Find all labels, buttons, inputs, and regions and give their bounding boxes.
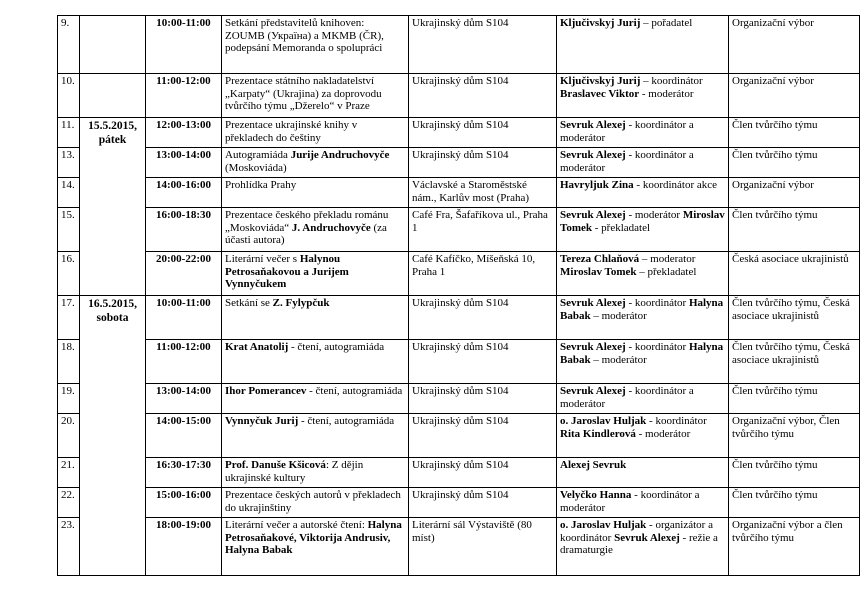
row-number: 14. [58,178,80,208]
event-cell [222,148,409,178]
event-cell [222,518,409,576]
text-run: – moderátor [590,309,647,322]
organizer-cell: Organizační výbor, Člen tvůrčího týmu [729,414,860,458]
text-run: (za účasti autora) [225,221,387,247]
bold-text: Velyčko Hanna [560,489,632,501]
organizer-cell: Člen tvůrčího týmu [729,148,860,178]
row-number: 11. [58,118,80,148]
table-row [58,178,860,208]
text-run: - koordinátor a moderátor [560,385,694,410]
text-run: - koordinátor akce [633,179,718,191]
row-number: 15. [58,208,80,252]
text-run: – překladatel [636,265,697,278]
bold-text: Jurije Andruchovyče [290,149,390,161]
organizer-cell: Člen tvůrčího týmu [729,458,860,488]
text-run: Setkání představitelů knihoven: ZOUMB (Україна) a MKMB (ČR), podepsání Memoranda o spolupráci [225,17,384,55]
bold-text: Ključivskyj Jurij [560,75,641,87]
time-cell: 16:30-17:30 [146,458,222,488]
time-cell: 11:00-12:00 [146,74,222,118]
table-row [58,148,860,178]
place-cell: Ukrajinský dům S104 [409,16,557,74]
event-cell [222,118,409,148]
place-cell: Ukrajinský dům S104 [409,384,557,414]
organizer-cell: Organizační výbor [729,178,860,208]
text-run: sobota [96,312,129,324]
organizer-cell: Člen tvůrčího týmu [729,208,860,252]
text-run: - režie a dramaturgie [560,531,718,557]
text-run: (Moskoviáda) [225,161,287,174]
bold-text: Halyna Babak [560,341,724,366]
bold-text: o. Jaroslav Huljak [560,415,647,427]
place-cell: Ukrajinský dům S104 [409,148,557,178]
row-number: 19. [58,384,80,414]
people-cell [557,148,729,178]
text-run: Prezentace státního nakladatelství „Karpaty“ (Ukrajina) za doprovodu tvůrčího týmu „Džerelo“ v Praze [225,75,382,113]
bold-text: Halynou Petrosaňakovou a Jurijem Vynnyčukem [225,253,349,291]
place-cell: Literární sál Výstaviště (80 míst) [409,518,557,576]
bold-text: Z. Fylypčuk [272,297,330,309]
bold-text: Miroslav Tomek [560,209,725,234]
table-row [58,296,860,340]
text-run: – koordinátor [640,75,703,87]
event-cell [222,296,409,340]
organizer-cell: Člen tvůrčího týmu [729,384,860,414]
text-run: Prohlídka Prahy [225,179,297,191]
organizer-cell: Člen tvůrčího týmu, Česká asociace ukrajinistů [729,340,860,384]
bold-text: Miroslav Tomek [560,265,637,278]
organizer-cell: Organizační výbor [729,16,860,74]
text-run: - moderátor [635,427,691,440]
people-cell [557,118,729,148]
text-run: - překladatel [592,221,651,234]
text-run: Prezentace ukrajinské knihy v překladech do češtiny [225,119,358,144]
text-run: pátek [98,134,127,146]
table-row [58,74,860,118]
bold-text: Prof. Danuše Kšicová [225,459,326,471]
place-cell: Ukrajinský dům S104 [409,340,557,384]
time-cell: 15:00-16:00 [146,488,222,518]
text-run: 16.5.2015, [88,298,137,310]
place-cell: Ukrajinský dům S104 [409,118,557,148]
table-row [58,384,860,414]
bold-text: Alexej Sevruk [560,459,627,471]
bold-text: Sevruk Alexej [560,149,626,161]
table-row [58,458,860,488]
text-run: Prezentace českého překladu románu „Moskoviáda“ [225,209,389,234]
place-cell: Café Kafíčko, Míšeňská 10, Praha 1 [409,252,557,296]
text-run: - koordinátor [625,341,689,353]
event-cell [222,208,409,252]
place-cell: Ukrajinský dům S104 [409,458,557,488]
text-run: - koordinátor a moderátor [560,489,700,514]
text-run: - koordinátor [646,415,707,427]
bold-text: Halyna Petrosaňakové, Viktorija Andrusiv, Halyna Babak [225,519,402,557]
people-cell [557,74,729,118]
people-cell [557,16,729,74]
table-row [58,16,860,74]
text-run: - koordinátor a moderátor [560,119,694,144]
time-cell: 14:00-16:00 [146,178,222,208]
event-cell [222,252,409,296]
time-cell: 10:00-11:00 [146,16,222,74]
time-cell: 13:00-14:00 [146,384,222,414]
bold-text: Havryljuk Zina [560,179,634,191]
text-run: – moderator [639,253,696,265]
people-cell [557,384,729,414]
bold-text: J. Andruchovyče [291,221,371,234]
bold-text: Vynnyčuk Jurij [225,415,299,427]
day-cell [80,296,146,576]
table-row [58,518,860,576]
bold-text: Tereza Chlaňová [560,253,640,265]
organizer-cell: Česká asociace ukrajinistů [729,252,860,296]
place-cell: Ukrajinský dům S104 [409,74,557,118]
time-cell: 14:00-15:00 [146,414,222,458]
text-run: - koordinátor [625,297,689,309]
text-run: - organizátor a koordinátor [560,519,713,544]
row-number: 22. [58,488,80,518]
event-cell [222,16,409,74]
row-number: 23. [58,518,80,576]
text-run: : Z dějin ukrajinské kultury [225,459,364,484]
time-cell: 16:00-18:30 [146,208,222,252]
people-cell [557,340,729,384]
bold-text: Sevruk Alexej [560,341,626,353]
table-row [58,118,860,148]
organizer-cell: Organizační výbor [729,74,860,118]
table-row [58,488,860,518]
text-run: - koordinátor a moderátor [560,149,694,174]
schedule-table [57,15,860,576]
row-number: 17. [58,296,80,340]
organizer-cell: Organizační výbor a člen tvůrčího týmu [729,518,860,576]
event-cell [222,74,409,118]
text-run: 15.5.2015, [88,120,137,132]
bold-text: Sevruk Alexej [614,531,680,544]
people-cell [557,178,729,208]
text-run: – moderátor [590,353,647,366]
time-cell: 10:00-11:00 [146,296,222,340]
bold-text: Rita Kindlerová [560,427,636,440]
text-run: Literární večer a autorské čtení: [225,519,368,531]
people-cell [557,296,729,340]
place-cell: Václavské a Staroměstské nám., Karlův most (Praha) [409,178,557,208]
people-cell [557,252,729,296]
table-row [58,252,860,296]
text-run: - čtení, autogramiáda [306,385,403,397]
text-run: - čtení, autogramiáda [298,415,395,427]
row-number: 13. [58,148,80,178]
event-cell [222,178,409,208]
place-cell: Ukrajinský dům S104 [409,414,557,458]
row-number: 20. [58,414,80,458]
table-row [58,208,860,252]
row-number: 10. [58,74,80,118]
people-cell [557,518,729,576]
event-cell [222,458,409,488]
bold-text: Halyna Babak [560,297,724,322]
bold-text: Braslavec Viktor [560,87,640,100]
organizer-cell: Člen tvůrčího týmu, Česká asociace ukrajinistů [729,296,860,340]
place-cell: Ukrajinský dům S104 [409,488,557,518]
people-cell [557,488,729,518]
bold-text: Sevruk Alexej [560,385,626,397]
text-run: Literární večer s [225,253,300,265]
day-cell-empty [80,74,146,118]
time-cell: 11:00-12:00 [146,340,222,384]
bold-text: Sevruk Alexej [560,209,626,221]
bold-text: Sevruk Alexej [560,297,626,309]
event-cell [222,488,409,518]
text-run: Autogramiáda [225,149,291,161]
people-cell [557,458,729,488]
place-cell: Café Fra, Šafaříkova ul., Praha 1 [409,208,557,252]
bold-text: Ihor Pomerancev [225,385,307,397]
day-cell-empty [80,16,146,74]
row-number: 9. [58,16,80,74]
people-cell [557,414,729,458]
table-row [58,414,860,458]
event-cell [222,340,409,384]
place-cell: Ukrajinský dům S104 [409,296,557,340]
time-cell: 18:00-19:00 [146,518,222,576]
organizer-cell: Člen tvůrčího týmu [729,488,860,518]
text-run: Prezentace českých autorů v překladech do ukrajinštiny [225,489,401,514]
table-row [58,340,860,384]
row-number: 21. [58,458,80,488]
row-number: 16. [58,252,80,296]
people-cell [557,208,729,252]
schedule-body [58,16,860,576]
bold-text: o. Jaroslav Huljak [560,519,647,531]
bold-text: Ključivskyj Jurij [560,17,641,29]
day-cell [80,118,146,296]
text-run: - čtení, autogramiáda [288,341,385,353]
row-number: 18. [58,340,80,384]
text-run: – pořadatel [640,17,693,29]
text-run: - moderátor [639,87,694,100]
bold-text: Sevruk Alexej [560,119,626,131]
bold-text: Krat Anatolij [225,341,289,353]
organizer-cell: Člen tvůrčího týmu [729,118,860,148]
text-run: - moderátor [625,209,683,221]
text-run: Setkání se [225,297,273,309]
time-cell: 12:00-13:00 [146,118,222,148]
time-cell: 20:00-22:00 [146,252,222,296]
time-cell: 13:00-14:00 [146,148,222,178]
event-cell [222,414,409,458]
event-cell [222,384,409,414]
